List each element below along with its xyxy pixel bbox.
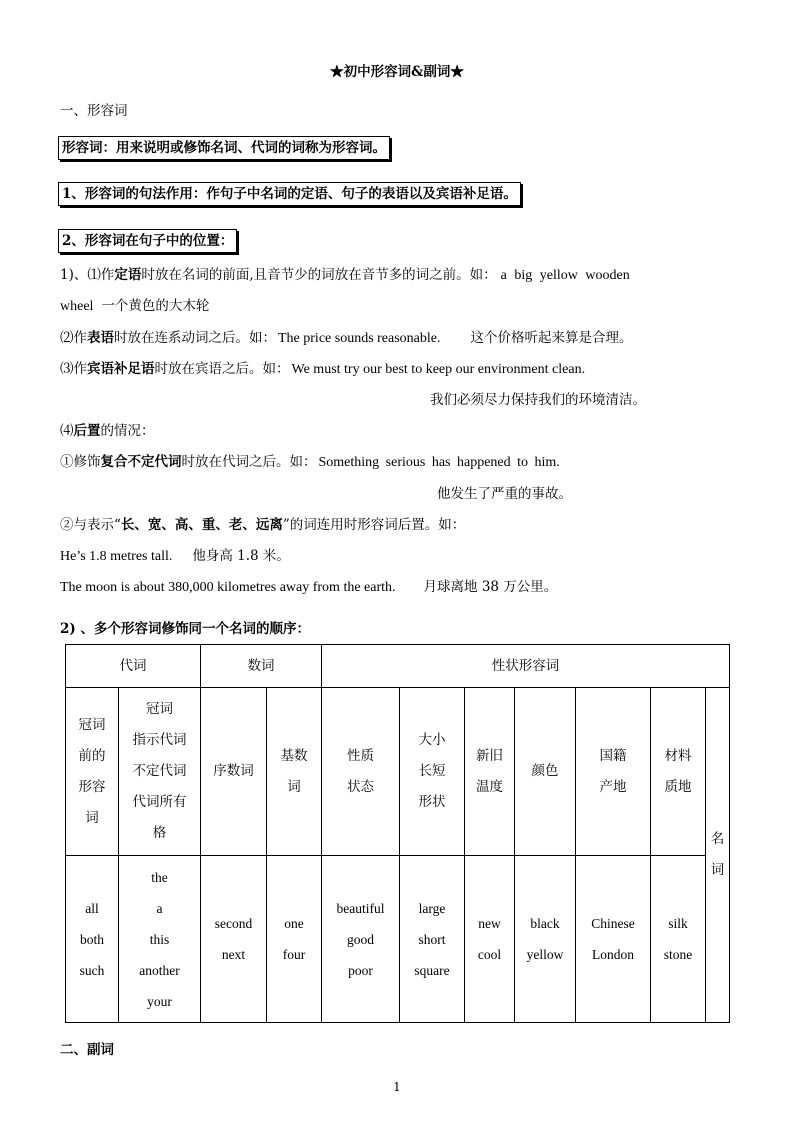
rule-measure-words: ②与表示“长、宽、高、重、老、远离”的词连用时形容词后置。如： xyxy=(60,517,466,533)
page-title: ★初中形容词&副词★ xyxy=(330,64,464,80)
rule-predicative: ⑵作表语时放在连系动词之后。如： The price sounds reasonable. 这个价格听起来算是合理。 xyxy=(60,330,633,346)
example-cell: new cool xyxy=(465,856,515,1023)
example-cell: second next xyxy=(201,856,267,1023)
page-number: 1 xyxy=(393,1080,401,1094)
sub-header-cell: 国籍 产地 xyxy=(576,688,651,856)
example-cell: Chinese London xyxy=(576,856,651,1023)
example-height: He’s 1.8 metres tall. 他身高 1.8 米。 xyxy=(60,548,290,564)
example-cell: beautiful good poor xyxy=(322,856,400,1023)
noun-column-header: 名 词 xyxy=(706,688,730,1023)
sub-header-cell: 冠词 前的 形容 词 xyxy=(66,688,119,856)
rule-compound-pronoun: ①修饰复合不定代词时放在代词之后。如： Something serious has happened to him. xyxy=(60,454,560,470)
sub-header-cell: 颜色 xyxy=(515,688,576,856)
rule-postposition-heading: ⑷后置的情况： xyxy=(60,423,155,439)
sub-header-cell: 大小 长短 形状 xyxy=(400,688,465,856)
example-cell: large short square xyxy=(400,856,465,1023)
position-heading-box: 2、形容词在句子中的位置： xyxy=(58,229,237,253)
section-heading-adverb: 二、副词 xyxy=(60,1042,114,1058)
adjective-order-table xyxy=(65,644,730,1023)
sub-header-cell: 冠词 指示代词 不定代词 代词所有 格 xyxy=(119,688,201,856)
rule-object-complement-translation: 我们必须尽力保持我们的环境清洁。 xyxy=(430,392,646,408)
sub-header-cell: 新旧 温度 xyxy=(465,688,515,856)
rule-object-complement: ⑶作宾语补足语时放在宾语之后。如： We must try our best to keep our environment clean. xyxy=(60,361,586,377)
example-cell: silk stone xyxy=(651,856,706,1023)
definition-box: 形容词：用来说明或修饰名词、代词的词称为形容词。 xyxy=(58,136,390,160)
example-distance: The moon is about 380,000 kilometres away from the earth. 月球离地 38 万公里。 xyxy=(60,579,558,595)
example-cell: black yellow xyxy=(515,856,576,1023)
rule-attributive: 1)、⑴作定语时放在名词的前面,且音节少的词放在音节多的词之前。如： a big yellow wooden xyxy=(60,267,630,283)
group-header-descriptive: 性状形容词 xyxy=(322,645,730,688)
sub-header-cell: 材料 质地 xyxy=(651,688,706,856)
sub-header-cell: 基数 词 xyxy=(267,688,322,856)
syntax-box: 1、形容词的句法作用：作句子中名词的定语、句子的表语以及宾语补足语。 xyxy=(58,182,521,206)
example-cell: all both such xyxy=(66,856,119,1023)
rule-compound-pronoun-translation: 他发生了严重的事故。 xyxy=(437,486,572,502)
sub-header-cell: 性质 状态 xyxy=(322,688,400,856)
example-cell: one four xyxy=(267,856,322,1023)
section-heading-adjective: 一、形容词 xyxy=(60,103,128,119)
rule-attributive-example: wheel 一个黄色的大木轮 xyxy=(60,298,210,314)
order-heading: 2) 、多个形容词修饰同一个名词的顺序： xyxy=(60,621,310,637)
example-cell: the a this another your xyxy=(119,856,201,1023)
group-header-numeral: 数词 xyxy=(201,645,322,688)
group-header-pronoun: 代词 xyxy=(66,645,201,688)
sub-header-cell: 序数词 xyxy=(201,688,267,856)
